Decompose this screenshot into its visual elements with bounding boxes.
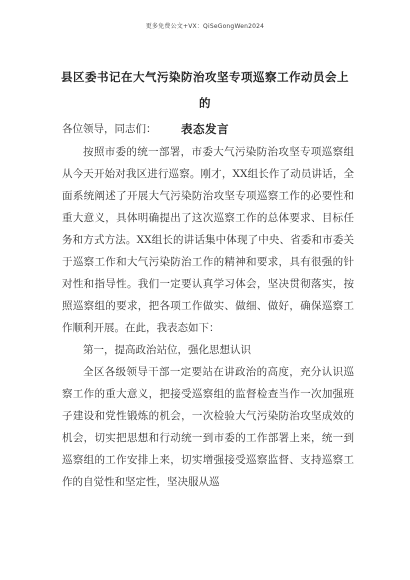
title-line-2: 表态发言	[181, 122, 229, 136]
title-line-1: 县区委书记在大气污染防治攻坚专项巡察工作动员会上的	[61, 70, 349, 110]
header-note: 更多免费公文+VX：QiSeGongWen2024	[145, 23, 265, 30]
section-1-title: 第一，提高政治站位，强化思想认识	[83, 344, 251, 356]
paragraph-1: 按照市委的统一部署，市委大气污染防治攻坚专项巡察组从今天开始对我区进行巡察。刚才，XX组长作了动员讲话，全面系统阐述了开展大气污染防治攻坚专项巡察工作的必要性和重大意义，具体明确提出了这次巡察工作的总体要求、目标任务和方式方法。XX组长的讲话集中体现了中央、省委和市委关于巡察工作和大气污染防治工作的精神和要求，具有很强的针对性和指导性。我们一定要认真学习体会，坚决贯彻落实，按照巡察组的要求，把各项工作做实、做细、做好，确保巡察工作顺利开展。在此，我表态如下：	[62, 146, 354, 334]
paragraph-2: 全区各级领导干部一定要站在讲政治的高度，充分认识巡察工作的重大意义，把接受巡察组的监督检查当作一次加强班子建设和党性锻炼的机会，一次检验大气污染防治攻坚成效的机会，切实把思想和行动统一到市委的工作部署上来，统一到巡察组的工作安排上来，切实增强接受巡察监督、支持巡察工作的自觉性和坚定性，坚决服从巡	[62, 366, 354, 488]
salutation: 各位领导，同志们：	[62, 123, 157, 135]
document-body	[62, 141, 354, 493]
